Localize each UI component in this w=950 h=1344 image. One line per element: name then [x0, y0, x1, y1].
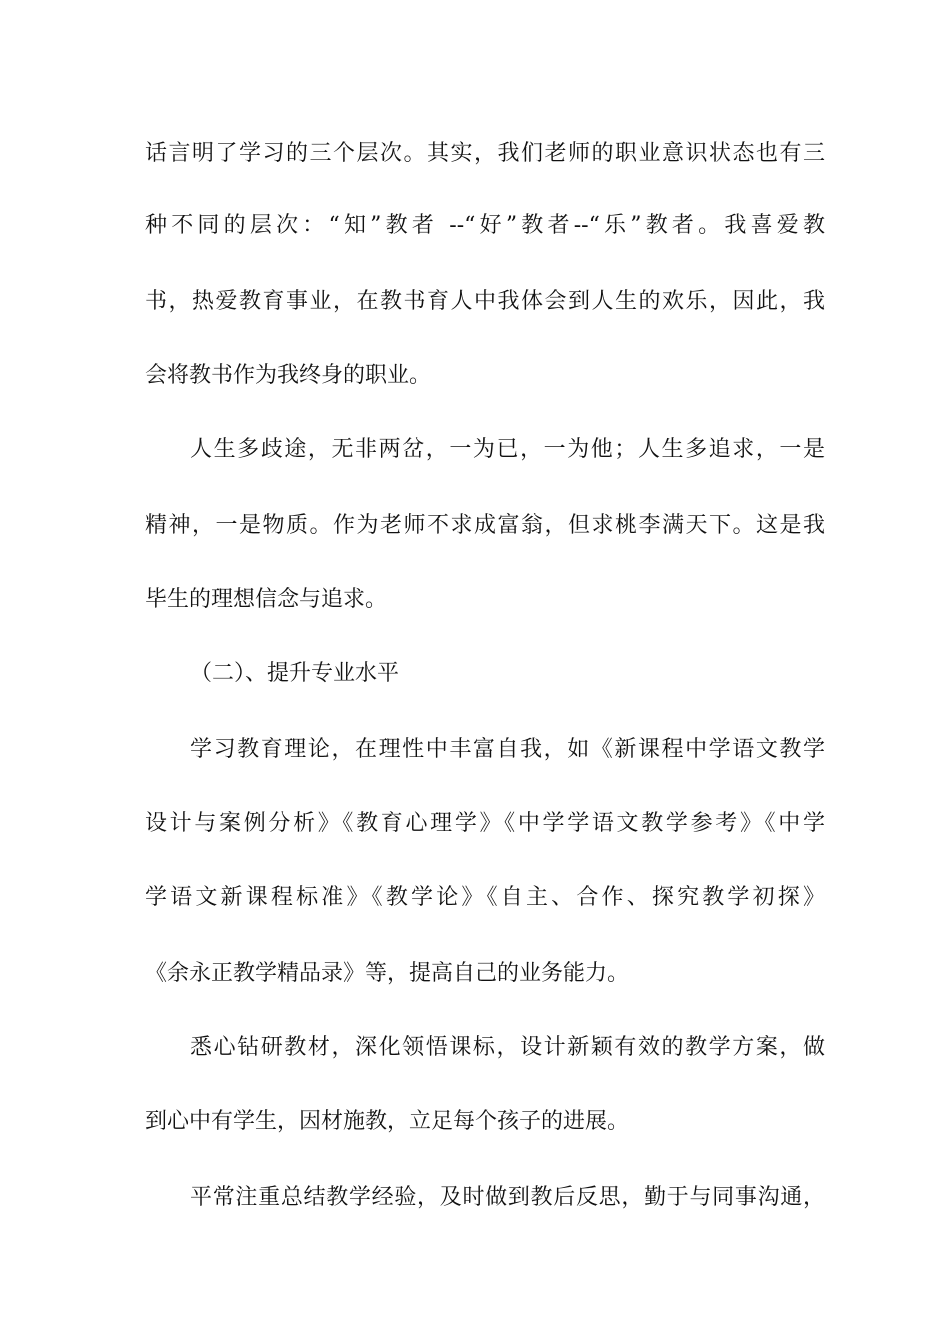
- paragraph-first-line: 人生多歧途，无非两岔，一为已，一为他；人生多追求，一是: [190, 437, 825, 462]
- text-line: 到心中有学生，因材施教，立足每个孩子的进展。: [145, 1109, 630, 1134]
- text-line: 毕生的理想信念与追求。: [145, 587, 388, 612]
- text-line: 会将教书作为我终身的职业。: [145, 363, 432, 388]
- paragraph-first-line: 平常注重总结教学经验，及时做到教后反思，勤于与同事沟通，: [190, 1185, 825, 1210]
- text-line: 种不同的层次：“知”教者 --“好”教者--“乐”教者。我喜爱教: [145, 213, 825, 238]
- text-line: 话言明了学习的三个层次。其实，我们老师的职业意识状态也有三: [145, 141, 825, 166]
- section-heading: （二）、提升专业水平: [190, 661, 400, 686]
- paragraph-first-line: 悉心钻研教材，深化领悟课标，设计新颖有效的教学方案，做: [190, 1035, 825, 1060]
- text-line: 《余永正教学精品录》等，提高自己的业务能力。: [145, 961, 630, 986]
- text-line: 学语文新课程标准》《教学论》《自主、合作、探究教学初探》: [145, 885, 825, 910]
- text-line: 精神，一是物质。作为老师不求成富翁，但求桃李满天下。这是我: [145, 513, 825, 538]
- text-line: 书，热爱教育事业，在教书育人中我体会到人生的欢乐，因此，我: [145, 289, 825, 314]
- text-line: 设计与案例分析》《教育心理学》《中学学语文教学参考》《中学: [145, 811, 825, 836]
- paragraph-first-line: 学习教育理论，在理性中丰富自我，如《新课程中学语文教学: [190, 737, 825, 762]
